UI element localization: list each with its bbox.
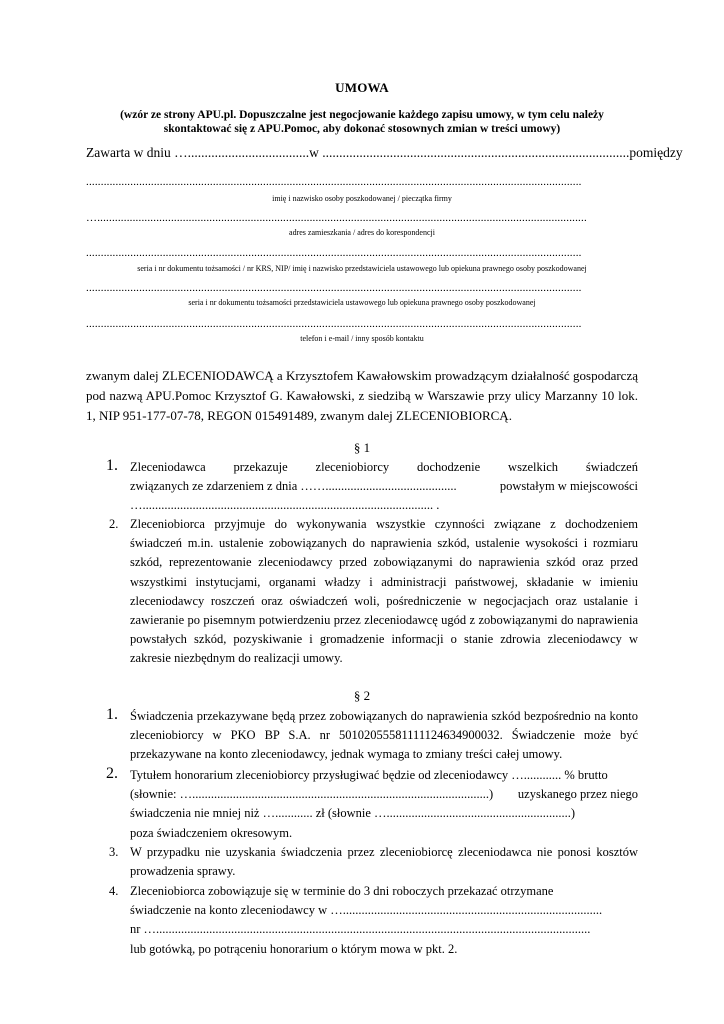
field-caption-representative: seria i nr dokumentu tożsamości przedstawiciela ustawowego lub opiekuna prawnego osoby poszkodowanej <box>188 298 536 307</box>
s2-item1: Świadczenia przekazywane będą przez zobowiązanych do naprawienia szkód bezpośrednio na konto zleceniobiorcy w PKO BP S.A. nr 50102055581111124634900032. Świadczenie może być przekazywane na konto zleceniodawcy, jednak wymaga to zmiany treści całej umowy. <box>130 709 638 762</box>
transfer-term-line: Zleceniobiorca zobowiązuje się w terminie do 3 dni roboczych przekazać otrzymane <box>130 884 554 898</box>
transfer-cash-line: lub gotówką, po potrąceniu honorarium o którym mowa w pkt. 2. <box>130 941 458 956</box>
fee-words-tail: uzyskanego przez niego <box>517 787 638 802</box>
word: świadczeń <box>585 460 638 474</box>
s1-item1-line1 <box>130 458 638 477</box>
incident-date-field: związanych ze zdarzeniem z dnia …….......................................... <box>130 479 457 494</box>
word: wszelkich <box>508 460 559 474</box>
document-title: UMOWA <box>335 80 389 95</box>
s1-item1-number: 1. <box>106 457 118 474</box>
s2-item3: W przypadku nie uzyskania świadczenia przez zleceniobiorcę zleceniodawca nie ponosi kosztów prowadzenia sprawy. <box>130 845 638 879</box>
word: dochodzenie <box>417 460 481 474</box>
field-caption-address: adres zamieszkania / adres do korespondencji <box>289 228 435 237</box>
incident-place-label: powstałym w miejscowości <box>499 479 638 494</box>
fee-minimum-line: świadczenia nie mniej niż …............ zł (słownie …...........................................................) <box>130 806 576 821</box>
field-dots-representative: ........................................................................................................................................................................ <box>86 282 582 294</box>
section-2-heading: § 2 <box>353 688 371 703</box>
word: przekazuje <box>233 460 288 474</box>
field-dots-id: ........................................................................................................................................................................ <box>86 247 582 259</box>
document-subtitle: (wzór ze strony APU.pl. Dopuszczalne jest negocjowanie każdego zapisu umowy, w tym celu należy skontaktować się z APU.Pomoc, aby dokonać stosownych zmian w treści umowy) <box>120 109 604 135</box>
field-dots-address: …...................................................................................................................................................................... <box>86 212 587 224</box>
s1-item2-number: 2. <box>109 517 119 531</box>
s2-item2 <box>130 766 638 843</box>
zawarta-line <box>86 145 683 161</box>
word: zleceniobiorcy <box>315 460 390 474</box>
zawarta-date-field: Zawarta w dniu ….................................... <box>86 145 310 160</box>
s2-item4-number: 4. <box>109 884 119 898</box>
fee-words-line <box>130 785 638 804</box>
zawarta-place-field: w ........................................................................................... <box>309 145 630 160</box>
intro-paragraph: zwanym dalej ZLECENIODAWCĄ a Krzysztofem Kawałowskim prowadzącym działalność gospodarczą pod nazwą APU.Pomoc Krzysztof G. Kawałowski, z siedzibą w Warszawie przy ulicy Marzanny 10 lok. 1, NIP 951-177-07-78, REGON 015491489, zwanym dalej ZLECENIOBIORCĄ. <box>86 368 638 423</box>
zawarta-pomiedzy: pomiędzy <box>629 145 683 160</box>
transfer-bank-line: świadczenie na konto zleceniodawcy w …................................................................................... <box>130 903 603 918</box>
field-caption-id: seria i nr dokumentu tożsamości / nr KRS, NIP/ imię i nazwisko przedstawiciela ustawowego lub opiekuna prawnego osoby poszkodowanej <box>137 264 587 273</box>
fee-words-field: (słownie: …...............................................................................................) <box>130 787 494 802</box>
word: Zleceniodawca <box>130 460 206 474</box>
s1-item2: Zleceniobiorca przyjmuje do wykonywania wszystkie czynności związane z dochodzeniem świadczeń m.in. ustalenie zobowiązanych do naprawienia szkód, ustalenie wysokości i rozmiaru szkód, reprezentowanie zleceniodawcy przed zobowiązanymi do naprawienia szkód oraz przed wszystkimi instytucjami, organami władzy i administracji państwowej, składanie w imieniu zleceniodawcy roszczeń oraz oświadczeń woli, pośredniczenie w negocjacjach oraz ustalanie i zawieranie po pisemnym potwierdzeniu przez zleceniodawcę ugód z zobowiązanymi do naprawienia powstałych szkód, pozyskiwanie i gromadzenie informacji o stanie zdrowia zleceniodawcy w zakresie niezbędnym do realizacji umowy. <box>130 517 638 666</box>
fee-percent-line: Tytułem honorarium zleceniobiorcy przysługiwać będzie od zleceniodawcy …............ % brutto <box>130 768 608 782</box>
fee-periodic-line: poza świadczeniem okresowym. <box>130 825 293 840</box>
incident-place-field: …............................................................................................. . <box>130 498 440 513</box>
s1-item1 <box>130 458 638 516</box>
transfer-account-line: nr …........................................................................................................................................... <box>130 922 591 937</box>
field-caption-name: imię i nazwisko osoby poszkodowanej / pieczątka firmy <box>272 194 452 203</box>
s1-item1-line2 <box>130 477 638 496</box>
field-dots-contact: ........................................................................................................................................................................ <box>86 318 582 330</box>
s2-item2-number: 2. <box>106 765 118 782</box>
section-1-heading: § 1 <box>353 440 371 455</box>
s2-item1-number: 1. <box>106 706 118 723</box>
s2-item4 <box>130 882 638 959</box>
s2-item3-number: 3. <box>109 845 119 859</box>
field-caption-contact: telefon i e-mail / inny sposób kontaktu <box>300 334 424 343</box>
field-dots-name: ........................................................................................................................................................................ <box>86 176 582 188</box>
